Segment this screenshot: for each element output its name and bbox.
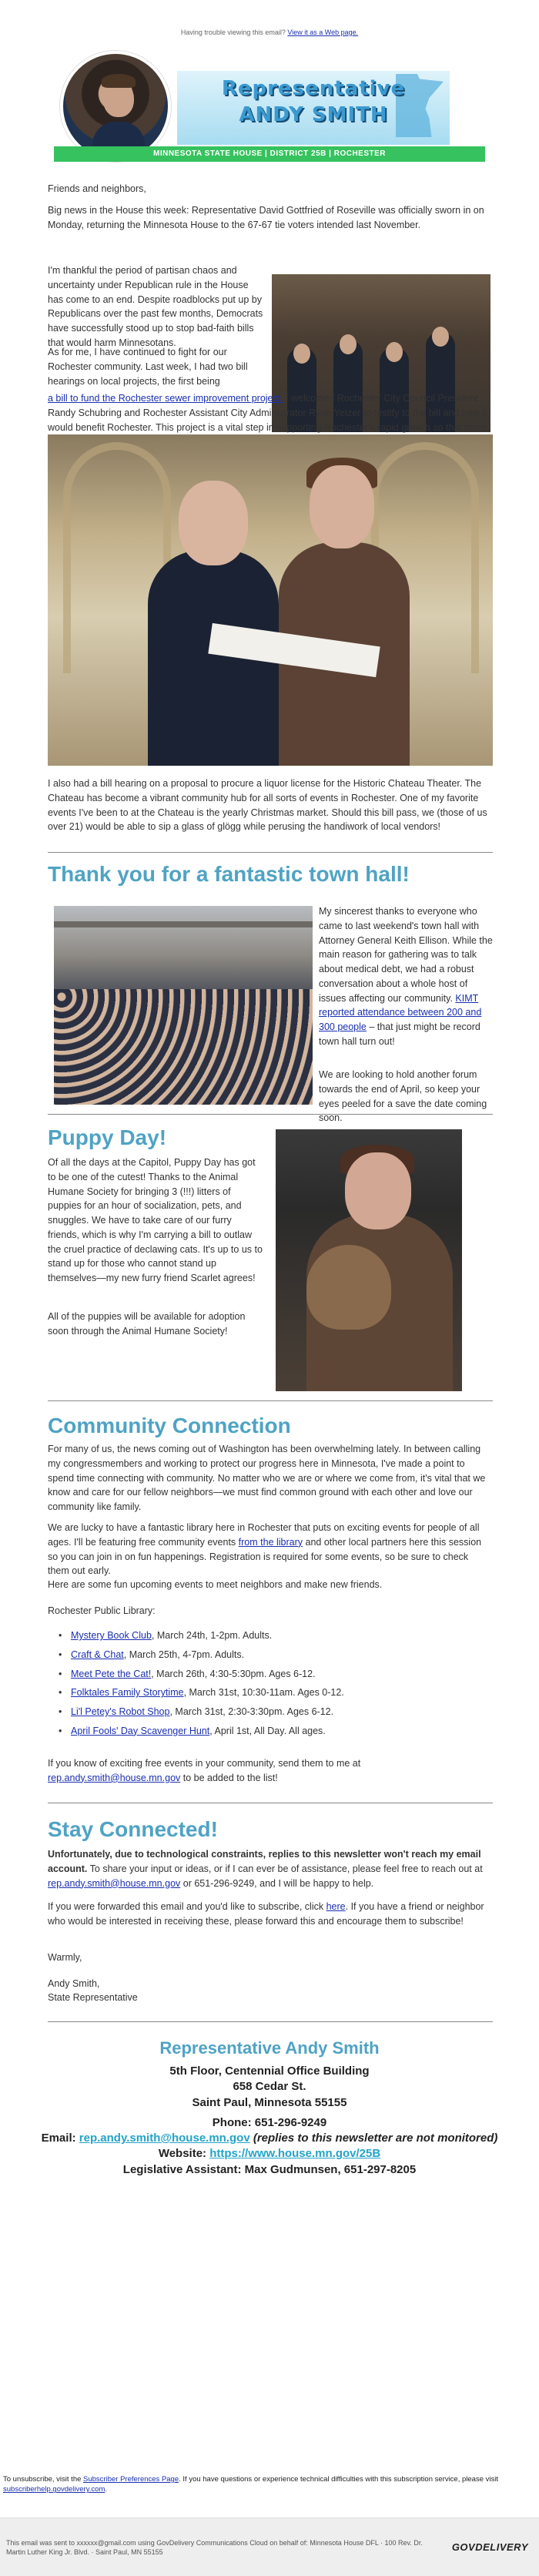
puppy-day-photo [276, 1129, 462, 1391]
send-events-text-a: If you know of exciting free events in your community, send them to me at [48, 1758, 361, 1769]
kimt-link[interactable]: KIMT reported attendance between 200 and 300 people [319, 992, 482, 1032]
fight-paragraph-a [48, 345, 265, 388]
partisan-paragraph: I'm thankful the period of partisan chaos and uncertainty under Republican rule in the House has come to an end. Despite roadblocks put up by Republicans over the past few months, Democrats have successfully stood up to stop bad-faith bills that would harm Minnesotans. [48, 265, 263, 348]
footer-title: Representative Andy Smith [159, 2038, 380, 2058]
townhall-forum-paragraph [48, 1068, 490, 1125]
intro-paragraph: Big news in the House this week: Representative David Gottfried of Roseville was officially sworn in on Monday, returning the Minnesota House to the 67-67 tie voters intended last November. [48, 205, 484, 230]
library-label: Rochester Public Library: [48, 1605, 156, 1616]
community-paragraph-1: For many of us, the news coming out of Washington has been overwhelming lately. In between calling my congressmembers and working to protect our progress here in Minnesota, I've made a point to spend time connecting with community. No matter who we are or where we come from, it's vital that we know and care for our fellow neighbors—we must find common ground with each other and love our community like family. [48, 1444, 486, 1512]
view-as-web-page-link[interactable]: View it as a Web page. [287, 29, 359, 36]
signature-title: State Representative [48, 1992, 138, 2003]
community-text-b: and other local partners here this session so you can join in on fun happenings. Registration is required for some events, so be sure to check them out early. [48, 1536, 482, 1577]
bill-hearing-photo [48, 434, 493, 766]
chateau-paragraph: I also had a bill hearing on a proposal to procure a liquor license for the Historic Chateau Theater. The Chateau has become a vibrant community hub for all sorts of events in Rochester. One of my favorite events I've been to at the Chateau is the yearly Christmas market. Should this bill pass, we (those of us over 21) would be able to sip a glass of glögg while perusing the handiwork of local vendors! [48, 778, 487, 833]
event-link[interactable]: April Fools' Day Scavenger Hunt [71, 1725, 210, 1736]
closing: Warmly, [48, 1952, 82, 1963]
event-detail: , March 31st, 2:30-3:30pm. Ages 6-12. [169, 1706, 334, 1717]
list-item [48, 1685, 490, 1700]
list-item [48, 1724, 490, 1739]
footer-address-3: Saint Paul, Minnesota 55155 [192, 2095, 347, 2109]
puppy-heading: Puppy Day! [48, 1125, 167, 1149]
event-detail: , April 1st, All Day. All ages. [209, 1725, 326, 1736]
event-link[interactable]: Mystery Book Club [71, 1630, 152, 1641]
event-link[interactable]: Li'l Petey's Robot Shop [71, 1706, 170, 1717]
govdelivery-logo[interactable]: GOVDELIVERY [451, 2541, 528, 2553]
email-link[interactable]: rep.andy.smith@house.mn.gov [48, 1877, 181, 1889]
townhall-text-a: My sincerest thanks to everyone who came to last weekend's town hall with Attorney General Keith Ellison. While the main reason for gathering was to talk about medical debt, we had a robust conversation about a whole host of issues affecting our community. [319, 906, 493, 1004]
subscriber-preferences-link[interactable]: Subscriber Preferences Page [83, 2475, 179, 2484]
footer-email-label: Email: [41, 2132, 76, 2145]
event-detail: , March 25th, 4-7pm. Adults. [123, 1649, 245, 1660]
footer-email-link[interactable]: rep.andy.smith@house.mn.gov [79, 2132, 250, 2145]
section-divider [48, 2021, 493, 2022]
footer-email-line [0, 2131, 539, 2146]
footer-address-2: 658 Cedar St. [233, 2080, 306, 2094]
unsubscribe-notice [3, 2474, 534, 2495]
event-link[interactable]: Craft & Chat [71, 1649, 124, 1660]
list-item [48, 1705, 490, 1719]
list-item [48, 1667, 490, 1682]
event-detail: , March 26th, 4:30-5:30pm. Ages 6-12. [151, 1668, 316, 1679]
list-item [48, 1628, 490, 1643]
send-events-paragraph [48, 1756, 490, 1786]
townhall-text-b: – that just might be record town hall turn out! [319, 1021, 480, 1047]
event-detail: , March 24th, 1-2pm. Adults. [151, 1630, 273, 1641]
banner-line2: ANDY SMITH [239, 103, 388, 126]
avatar [60, 51, 171, 162]
email-link[interactable]: rep.andy.smith@house.mn.gov [48, 1772, 181, 1783]
footer-website-line [0, 2146, 539, 2162]
stay-paragraph-2 [48, 1900, 490, 1929]
fight-text-a: As for me, I have continued to fight for our Rochester community. Last week, I had two bill hearings on local projects, the first being [48, 347, 248, 387]
preheader-text: Having trouble viewing this email? [180, 29, 286, 36]
stay-text-b: or 651-296-9249, and I will be happy to help. [182, 1877, 374, 1889]
contact-footer [0, 2035, 539, 2178]
footer-website-label: Website: [158, 2147, 207, 2161]
subscriber-help-link[interactable]: subscriberhelp.govdelivery.com [3, 2485, 105, 2494]
puppy-paragraph: Of all the days at the Capitol, Puppy Day has got to be one of the cutest! Thanks to the Animal Humane Society for bringing 3 (!!!) litters of puppies for an hour of socialization, pets, and snuggles. We have to take care of our furry friends, which is why I'm carrying a bill to outlaw the cruel practice of declawing cats. It's up to us to stand up for those who cannot stand up themselves—my new furry friend Scarlet agrees! [48, 1157, 263, 1283]
subscribe-text-a: If you were forwarded this email and you'd like to subscribe, click [48, 1901, 324, 1912]
unsubscribe-text-a: To unsubscribe, visit the [3, 2475, 82, 2484]
event-detail: , March 31st, 10:30-11am. Ages 0-12. [183, 1687, 344, 1699]
unsubscribe-text-c: . [105, 2485, 107, 2494]
subscribe-text-b: . If you have a friend or neighbor who would be interested in receiving these, please forward this and encourage them to subscribe! [48, 1901, 484, 1927]
community-paragraph-3: Here are some fun upcoming events to meet neighbors and make new friends. [48, 1579, 383, 1590]
stay-text-a: To share your input or ideas, or if I can ever be of assistance, please feel free to reach out at [89, 1863, 483, 1874]
footer-website-link[interactable]: https://www.house.mn.gov/25B [209, 2147, 381, 2161]
signature-name: Andy Smith, [48, 1978, 100, 1989]
townhall-forum-text: We are looking to hold another forum towards the end of April, so keep your eyes peeled for a save the date coming soon. [319, 1069, 487, 1124]
event-link[interactable]: Meet Pete the Cat! [71, 1668, 152, 1679]
stay-connected-heading: Stay Connected! [48, 1817, 218, 1841]
footer-phone: Phone: 651-296-9249 [212, 2115, 327, 2129]
sender-footer-bar [0, 2517, 539, 2576]
stay-paragraph-1 [48, 1847, 490, 1890]
footer-address-1: 5th Floor, Centennial Office Building [169, 2064, 370, 2078]
fight-text-b: I welcomed Rochester City Council President Randy Schubring and Rochester Assistant City Administrator Ryan Yetzer to testify to the bill and how it would benefit Rochester. This project is a vital step in supporting Rochester's rapid growth so that more [48, 393, 487, 433]
section-divider [48, 1114, 493, 1115]
footer-email-note: (replies to this newsletter are not monitored) [253, 2132, 498, 2145]
townhall-heading: Thank you for a fantastic town hall! [48, 862, 410, 886]
sender-info: This email was sent to xxxxxx@gmail.com using GovDelivery Communications Cloud on behalf of: Minnesota House DFL · 100 Rev. Dr. Martin Luther King Jr. Blvd. · Saint Paul, MN 55155 [6, 2539, 423, 2557]
community-heading: Community Connection [48, 1414, 291, 1437]
footer-assistant: Legislative Assistant: Max Gudmunsen, 651-297-8205 [122, 2162, 417, 2176]
section-divider [48, 1400, 493, 1401]
list-item [48, 1648, 490, 1662]
newsletter-header [0, 51, 539, 166]
community-paragraph-2 [48, 1521, 490, 1578]
event-link[interactable]: Folktales Family Storytime [71, 1687, 184, 1699]
banner-line1: Representative [221, 77, 406, 100]
constraints-notice: Unfortunately, due to technological constraints, replies to this newsletter won't reach my email account. [48, 1849, 481, 1874]
community-text-a: We are lucky to have a fantastic library here in Rochester that puts on exciting events for people of all ages. I'll be featuring free community events [48, 1522, 480, 1548]
send-events-text-b: to be added to the list! [182, 1772, 278, 1783]
puppy-adoption-paragraph: All of the puppies will be available for adoption soon through the Animal Humane Society! [48, 1311, 246, 1337]
events-list [48, 1628, 490, 1743]
townhall-paragraph [319, 904, 493, 1049]
title-banner [177, 71, 450, 145]
sewer-bill-link[interactable]: a bill to fund the Rochester sewer improvement project. [48, 393, 283, 404]
greeting: Friends and neighbors, [48, 183, 146, 194]
library-link[interactable]: from the library [238, 1536, 303, 1548]
unsubscribe-text-b: . If you have questions or experience technical difficulties with this subscription service, please visit [179, 2475, 498, 2484]
preheader [0, 0, 539, 51]
section-divider [48, 852, 493, 853]
district-strip: MINNESOTA STATE HOUSE | DISTRICT 25B | ROCHESTER [54, 146, 485, 162]
subscribe-link[interactable]: here [326, 1901, 346, 1912]
